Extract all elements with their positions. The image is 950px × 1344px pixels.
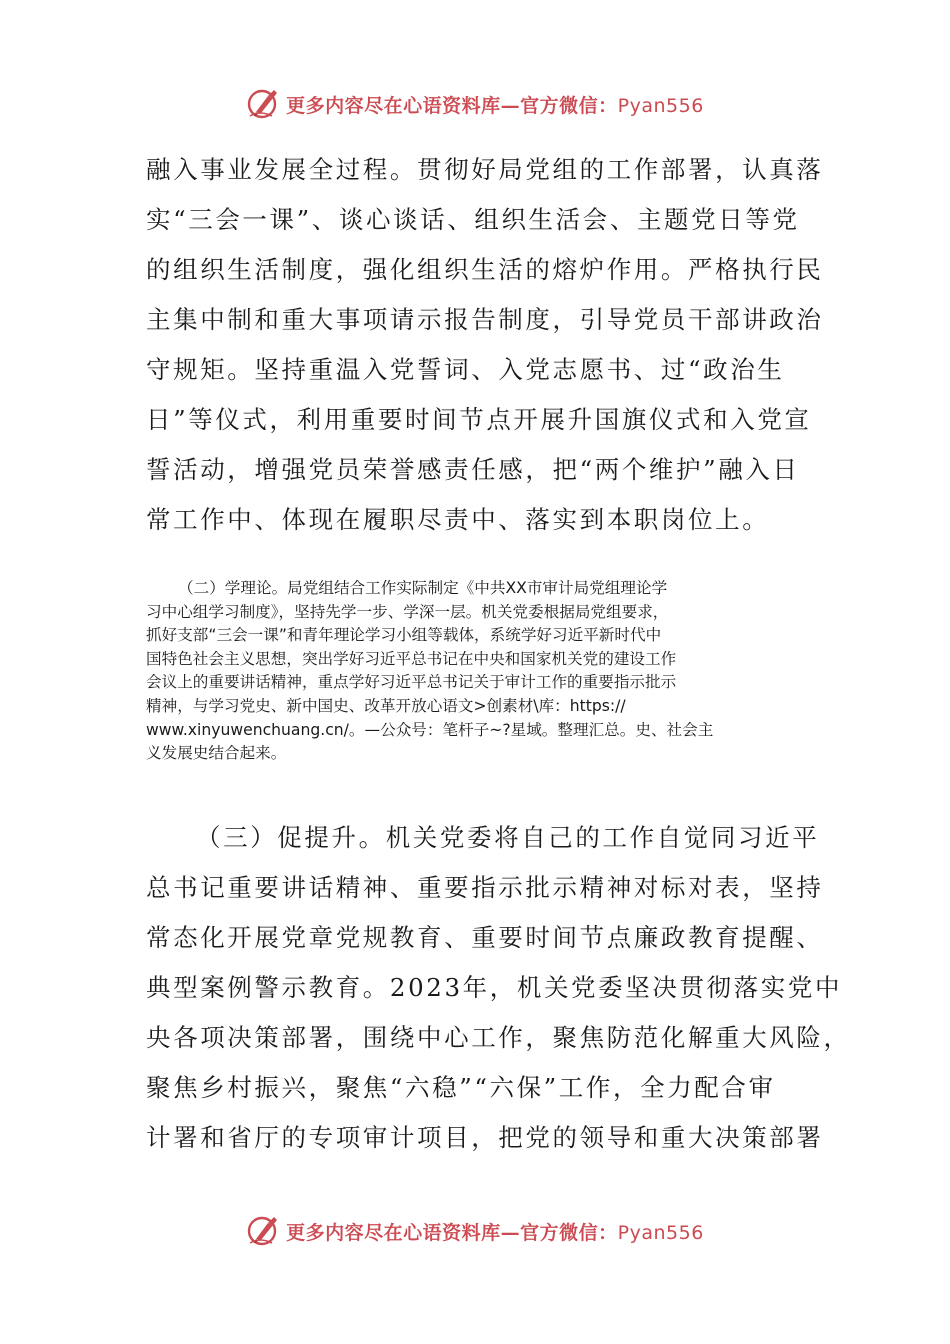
paragraph-line: 总书记重要讲话精神、重要指示批示精神对标对表，坚持 bbox=[146, 873, 824, 902]
header-banner-main: 更多内容尽在心语资料库—官方微信： bbox=[286, 94, 618, 117]
paragraph-line: 融入事业发展全过程。贯彻好局党组的工作部署，认真落 bbox=[146, 155, 824, 184]
footer-banner-text bbox=[286, 1218, 704, 1245]
paragraph-line: 主集中制和重大事项请示报告制度，引导党员干部讲政治 bbox=[146, 305, 824, 334]
paragraph-line: 央各项决策部署，围绕中心工作，聚焦防范化解重大风险， bbox=[146, 1023, 851, 1052]
paragraph-line: 会议上的重要讲话精神，重点学好习近平总书记关于审计工作的重要指示批示 bbox=[146, 673, 677, 692]
footer-banner-wechat: Pyan556 bbox=[617, 1221, 704, 1244]
footer-banner-main: 更多内容尽在心语资料库—官方微信： bbox=[286, 1221, 618, 1244]
paragraph-line: 抓好支部“三会一课”和青年理论学习小组等载体，系统学好习近平新时代中 bbox=[146, 626, 662, 645]
paragraph-line: 义发展史结合起来。 bbox=[146, 744, 287, 763]
header-banner-wechat: Pyan556 bbox=[617, 94, 704, 117]
footer-banner bbox=[0, 1211, 950, 1251]
paragraph-line: 日”等仪式，利用重要时间节点开展升国旗仪式和入党宣 bbox=[146, 405, 812, 434]
paragraph-line: 实“三会一课”、谈心谈话、组织生活会、主题党日等党 bbox=[146, 205, 800, 234]
header-banner bbox=[0, 84, 950, 124]
paragraph-1 bbox=[146, 145, 824, 545]
paragraph-line: 计署和省厅的专项审计项目，把党的领导和重大决策部署 bbox=[146, 1123, 824, 1152]
paragraph-line: 精神，与学习党史、新中国史、改革开放心语文>创素材\库：https:// bbox=[146, 696, 626, 715]
paragraph-line: 常态化开展党章党规教育、重要时间节点廉政教育提醒、 bbox=[146, 923, 824, 952]
paragraph-line: （三）促提升。机关党委将自己的工作自觉同习近平 bbox=[196, 823, 820, 852]
pen-logo-icon bbox=[246, 1213, 282, 1249]
paragraph-line: 习中心组学习制度》，坚持先学一步、学深一层。机关党委根据局党组要求， bbox=[146, 602, 669, 621]
paragraph-line: 典型案例警示教育。2023年，机关党委坚决贯彻落实党中 bbox=[146, 973, 843, 1002]
paragraph-line: 国特色社会主义思想，突出学好习近平总书记在中央和国家机关党的建设工作 bbox=[146, 649, 677, 668]
paragraph-line: 常工作中、体现在履职尽责中、落实到本职岗位上。 bbox=[146, 505, 770, 534]
pen-logo-icon bbox=[246, 86, 282, 122]
paragraph-line: www.xinyuwenchuang.cn/。—公众号：笔杆子~?星域。整理汇总。史、社会主 bbox=[146, 720, 714, 739]
paragraph-line: （二）学理论。局党组结合工作实际制定《中共XX市审计局党组理论学 bbox=[178, 579, 668, 597]
paragraph-line: 誓活动，增强党员荣誉感责任感，把“两个维护”融入日 bbox=[146, 455, 800, 484]
paragraph-line: 守规矩。坚持重温入党誓词、入党志愿书、过“政治生 bbox=[146, 355, 785, 384]
header-banner-text bbox=[286, 91, 704, 118]
paragraph-line: 的组织生活制度，强化组织生活的熔炉作用。严格执行民 bbox=[146, 255, 824, 284]
paragraph-3 bbox=[146, 813, 851, 1163]
paragraph-line: 聚焦乡村振兴，聚焦“六稳”“六保”工作，全力配合审 bbox=[146, 1073, 776, 1102]
paragraph-2 bbox=[146, 577, 802, 766]
